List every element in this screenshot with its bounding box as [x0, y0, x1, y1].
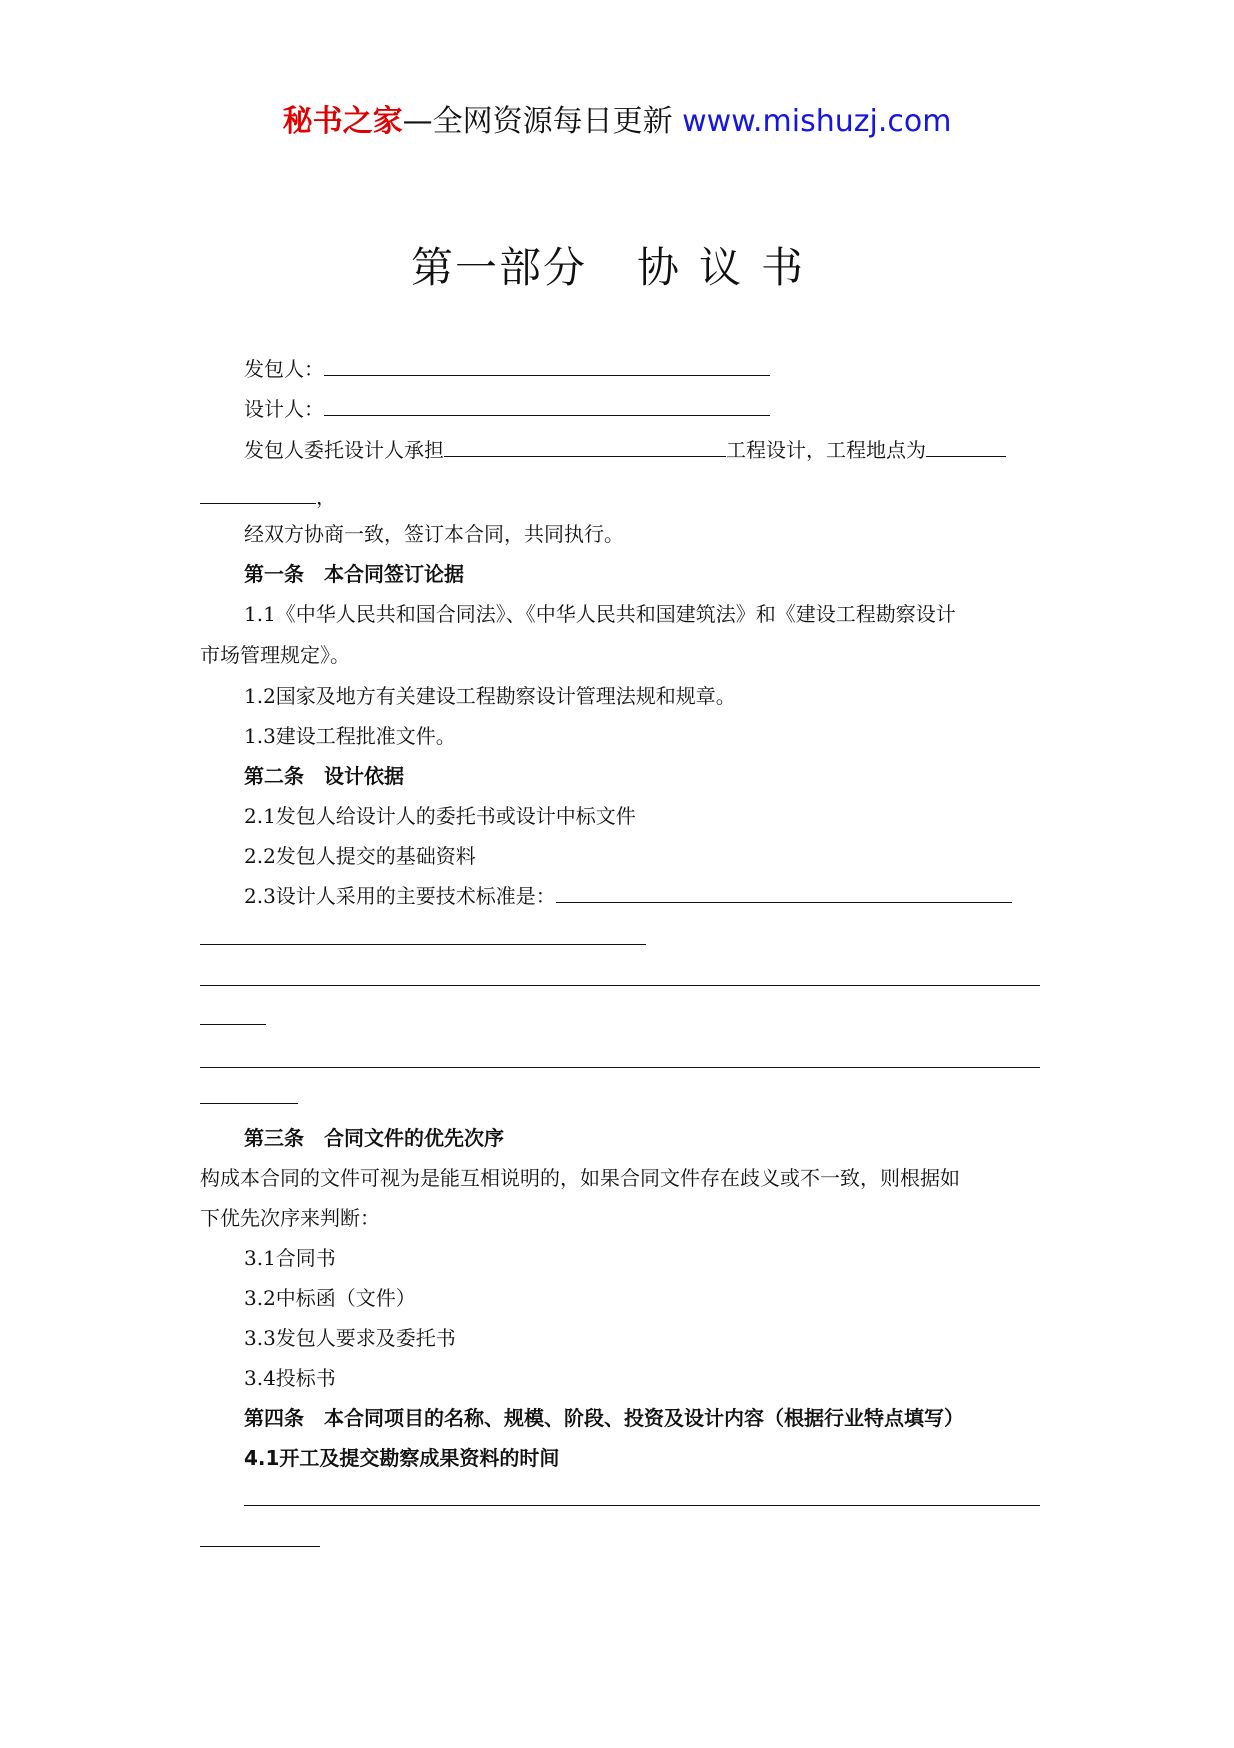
- commission-line: [244, 436, 1006, 464]
- commission-text: 发包人委托设计人承担: [244, 438, 444, 462]
- title-name: 协议书: [637, 243, 824, 292]
- designer-label: 设计人：: [244, 397, 324, 421]
- clause-2-3: [244, 882, 1012, 910]
- clause-2-2: 2.2发包人提交的基础资料: [244, 844, 476, 868]
- designer-blank: [324, 397, 770, 416]
- page-title: [0, 240, 1234, 296]
- article-3-intro-cont: 下优先次序来判断：: [200, 1206, 380, 1230]
- fill-line: [200, 985, 1040, 986]
- party-a-label: 发包人：: [244, 357, 324, 381]
- standards-blank: [556, 884, 1012, 903]
- party-a-blank: [324, 357, 770, 376]
- clause-4-1-heading: 4.1开工及提交勘察成果资料的时间: [244, 1446, 560, 1470]
- project-design-text: 工程设计，工程地点为: [726, 438, 926, 462]
- fill-line: [244, 1505, 1040, 1506]
- banner-url: www.mishuzj.com: [682, 104, 952, 139]
- clause-3-1: 3.1合同书: [244, 1246, 336, 1270]
- agreement-line: 经双方协商一致，签订本合同，共同执行。: [244, 522, 624, 546]
- article-4-heading: 第四条 本合同项目的名称、规模、阶段、投资及设计内容（根据行业特点填写）: [244, 1406, 964, 1430]
- fill-line: [200, 1546, 320, 1547]
- title-part: 第一部分: [410, 243, 587, 292]
- clause-3-2: 3.2中标函（文件）: [244, 1286, 416, 1310]
- clause-3-4: 3.4投标书: [244, 1366, 336, 1390]
- location-blank-cont: [200, 485, 316, 504]
- location-blank: [926, 438, 1006, 457]
- commission-line-cont: [200, 483, 336, 511]
- site-banner: [0, 102, 1234, 142]
- comma: ，: [316, 485, 336, 509]
- clause-3-3: 3.3发包人要求及委托书: [244, 1326, 456, 1350]
- article-2-heading: 第二条 设计依据: [244, 764, 404, 788]
- clause-1-1-cont: 市场管理规定》。: [200, 643, 350, 667]
- banner-slogan: —全网资源每日更新: [402, 104, 683, 139]
- clause-1-2: 1.2国家及地方有关建设工程勘察设计管理法规和规章。: [244, 684, 736, 708]
- party-a-line: [244, 355, 770, 383]
- project-blank: [444, 438, 726, 457]
- fill-line: [200, 1067, 1040, 1068]
- clause-2-3-label: 2.3设计人采用的主要技术标准是：: [244, 884, 556, 908]
- designer-line: [244, 395, 770, 423]
- article-3-heading: 第三条 合同文件的优先次序: [244, 1126, 504, 1150]
- fill-line: [200, 1103, 298, 1104]
- article-3-intro: 构成本合同的文件可视为是能互相说明的，如果合同文件存在歧义或不一致，则根据如: [200, 1166, 960, 1190]
- article-1-heading: 第一条 本合同签订论据: [244, 562, 464, 586]
- fill-line: [200, 944, 646, 945]
- clause-1-3: 1.3建设工程批准文件。: [244, 724, 456, 748]
- clause-2-1: 2.1发包人给设计人的委托书或设计中标文件: [244, 804, 636, 828]
- banner-brand: 秘书之家: [282, 104, 403, 139]
- clause-1-1: 1.1《中华人民共和国合同法》、《中华人民共和国建筑法》和《建设工程勘察设计: [244, 602, 956, 626]
- fill-line: [200, 1024, 266, 1025]
